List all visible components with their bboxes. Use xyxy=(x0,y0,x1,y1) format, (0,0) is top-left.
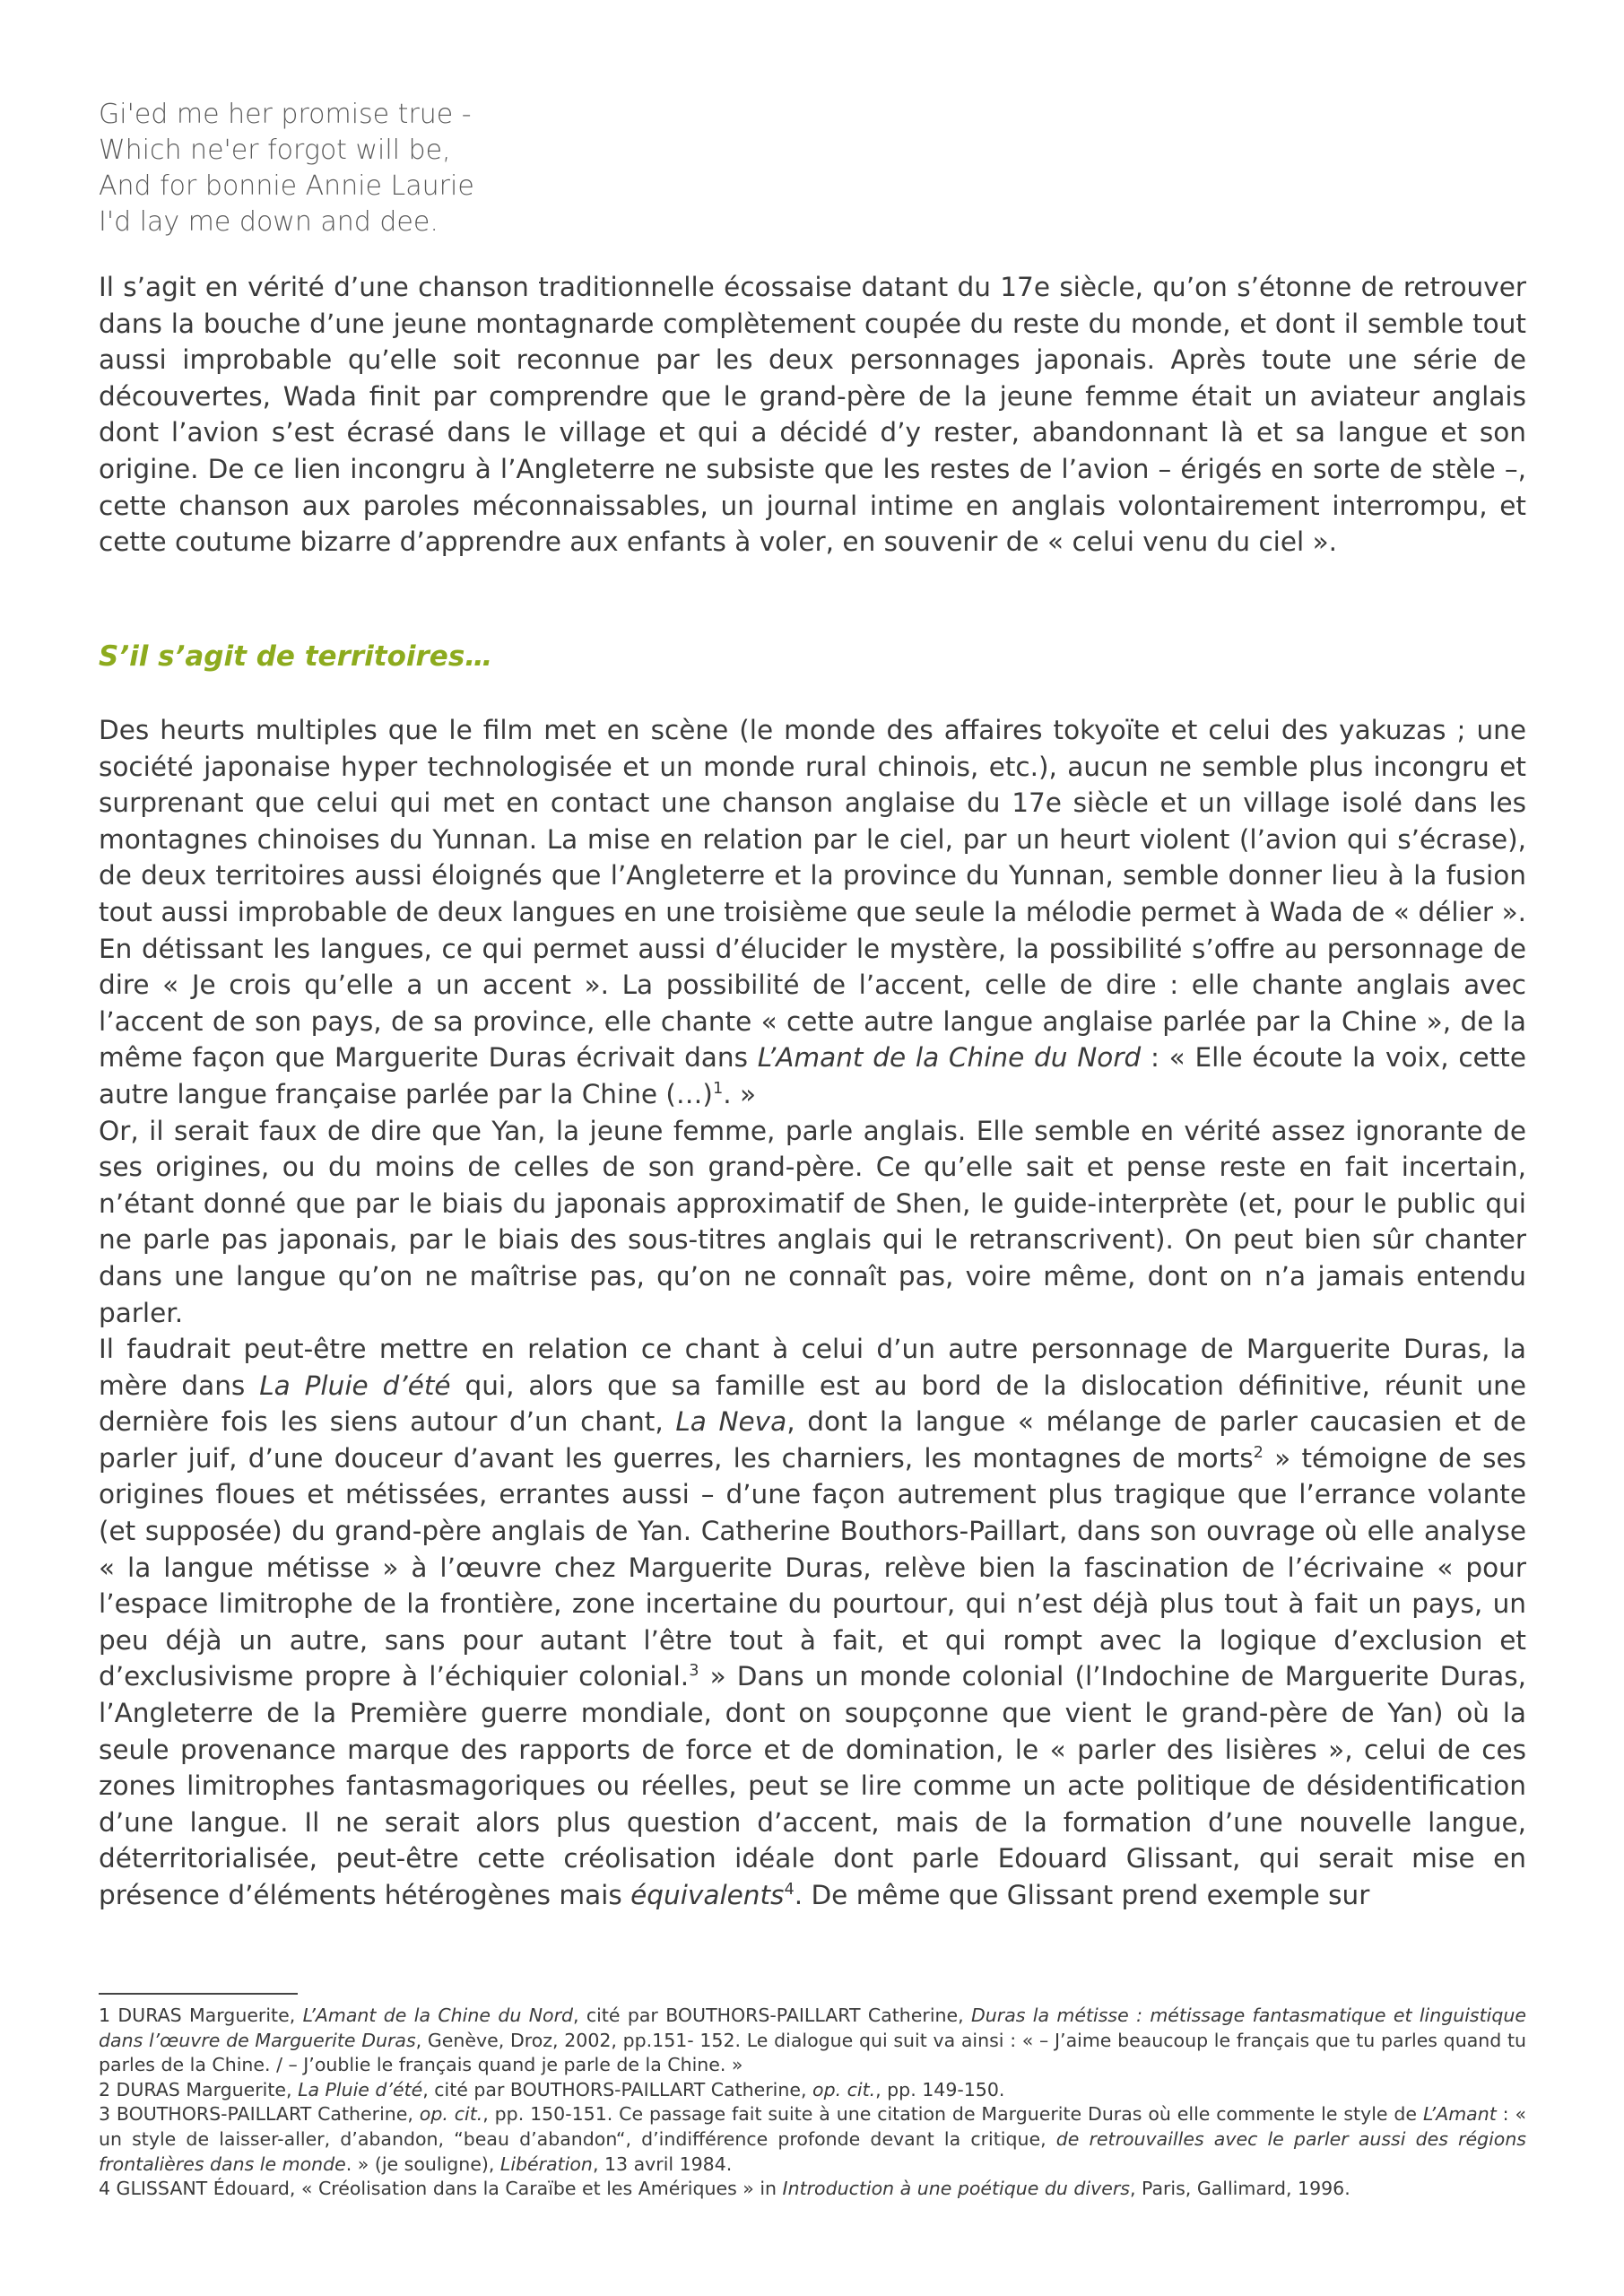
footnote-ref[interactable]: 2 xyxy=(1253,1444,1264,1463)
emphasis: équivalents xyxy=(630,1880,785,1910)
song-title: La Neva xyxy=(675,1406,787,1438)
book-title: L’Amant xyxy=(1422,2103,1497,2126)
poem-line: And for bonnie Annie Laurie xyxy=(99,170,474,202)
text-run: Il faudrait peut-être mettre en relation ce chant à celui d’un autre personnage de Marguerite Duras, la mère dans xyxy=(99,1334,1526,1401)
paragraph-duras xyxy=(99,1331,1526,1914)
footnote-1 xyxy=(99,2004,1526,2078)
emphasis: de retrouvailles avec le parler aussi des régions frontalières dans le monde xyxy=(99,2127,1526,2175)
book-title: Duras la métisse : métissage fantasmatique et linguistique dans l’œuvre de Marguerite Duras xyxy=(99,2005,1526,2051)
footnote-ref[interactable]: 3 xyxy=(689,1662,699,1681)
newspaper-title: Libération xyxy=(499,2152,593,2175)
book-title: La Pluie d’été xyxy=(259,1370,451,1401)
text-run: 2 DURAS Marguerite, xyxy=(99,2078,299,2100)
text-run: . » (je souligne), xyxy=(345,2152,500,2175)
text-run: , pp. 149-150. xyxy=(875,2078,1005,2100)
body-text xyxy=(99,712,1526,1914)
book-title: L’Amant de la Chine du Nord xyxy=(757,1042,1142,1074)
text-run: , cité par BOUTHORS-PAILLART Catherine, xyxy=(422,2078,813,2100)
text-run: » Dans un monde colonial (l’Indochine de Marguerite Duras, l’Angleterre de la Première guerre mondiale, dont on soupçonne que vient le grand-père de Yan) où la seule provenance marque des rapports de force et de domination, le « parler des lisières », celui de ces zones limitrophes fantasmagoriques ou réelles, peut se lire comme un acte politique de désidentification d’une langue. Il ne serait alors plus question d’accent, mais de la formation d’une nouvelle langue, déterritorialisée, peut-être cette créolisation idéale dont parle Edouard Glissant, qui serait mise en présence d’éléments hétérogènes mais xyxy=(99,1661,1526,1910)
text-run: , Genève, Droz, 2002, pp.151- 152. Le dialogue qui suit va ainsi : « – J’aime beaucoup le français que tu parles quand tu parles de la Chine. / – J’oublie le français quand je parle de la Chine. » xyxy=(99,2029,1526,2076)
text-run: . » xyxy=(723,1078,757,1109)
text-run: 1 DURAS Marguerite, xyxy=(99,2005,303,2026)
text-run: , pp. 150-151. Ce passage fait suite à une citation de Marguerite Duras où elle commente le style de xyxy=(482,2103,1423,2126)
text-run: , dont la langue « mélange de parler caucasien et de parler juif, d’une douceur d’avant les guerres, les charniers, les montagnes de morts xyxy=(99,1406,1526,1474)
section-heading: S’il s’agit de territoires… xyxy=(99,640,493,673)
text-run: » témoigne de ses origines floues et métissées, errantes aussi – d’une façon autrement plus tragique que l’errance volante (et supposée) du grand-père anglais de Yan. Catherine Bouthors-Paillart, dans son ouvrage où elle analyse « la langue métisse » à l’œuvre chez Marguerite Duras, relève bien la fascination de l’écrivaine « pour l’espace limitrophe de la frontière, zone incertaine du pourtour, qui n’est déjà plus tout à fait un pays, un peu déjà un autre, sans pour autant l’être tout à fait, et qui rompt avec la logique d’exclusion et d’exclusivisme propre à l’échiquier colonial. xyxy=(99,1442,1526,1692)
footnote-ref[interactable]: 4 xyxy=(784,1881,795,1900)
footnote-divider xyxy=(99,1993,298,1995)
footnote-ref[interactable]: 1 xyxy=(712,1080,724,1099)
poem-line: Which ne'er forgot will be, xyxy=(99,135,451,166)
text-run: , 13 avril 1984. xyxy=(592,2152,733,2175)
footnotes xyxy=(99,2004,1526,2202)
footnote-3 xyxy=(99,2102,1526,2177)
text-run: , Paris, Gallimard, 1996. xyxy=(1129,2178,1350,2200)
poem-line: Gi'ed me her promise true - xyxy=(99,99,472,130)
text-run: 3 BOUTHORS-PAILLART Catherine, xyxy=(99,2103,420,2126)
poem-stanza xyxy=(99,97,906,240)
emphasis: op. cit. xyxy=(812,2078,876,2100)
text-run: qui, alors que sa famille est au bord de la dislocation définitive, réunit une dernière fois les siens autour d’un chant, xyxy=(99,1370,1527,1438)
emphasis: op. cit. xyxy=(419,2103,483,2126)
text-run: : « un style de laisser-aller, d’abandon, “beau d’abandon“, d’indifférence profonde devant la critique, xyxy=(99,2103,1527,2150)
book-title: La Pluie d’été xyxy=(298,2078,423,2100)
text-run: 4 GLISSANT Édouard, « Créolisation dans la Caraïbe et les Amériques » in xyxy=(99,2178,783,2200)
paragraph-text: Il s’agit en vérité d’une chanson traditionnelle écossaise datant du 17e siècle, qu’on s’étonne de retrouver dans la bouche d’une jeune montagnarde complètement coupée du reste du monde, et dont il semble tout aussi improbable qu’elle soit reconnue par les deux personnages japonais. Après toute une série de découvertes, Wada finit par comprendre que le grand-père de la jeune femme était un aviateur anglais dont l’avion s’est écrasé dans le village et qui a décidé d’y rester, abandonnant là et sa langue et son origine. De ce lien incongru à l’Angleterre ne subsiste que les restes de l’avion – érigés en sorte de stèle –, cette chanson aux paroles méconnaissables, un journal intime en anglais volontairement interrompu, et cette coutume bizarre d’apprendre aux enfants à voler, en souvenir de « celui venu du ciel ». xyxy=(99,272,1526,558)
text-run: Des heurts multiples que le film met en scène (le monde des affaires tokyoïte et celui des yakuzas ; une société japonaise hyper technologisée et un monde rural chinois, etc.), aucun ne semble plus incongru et surprenant que celui qui met en contact une chanson anglaise du 17e siècle et un village isolé dans les montagnes chinoises du Yunnan. La mise en relation par le ciel, par un heurt violent (l’avion qui s’écrase), de deux territoires aussi éloignés que l’Angleterre et la province du Yunnan, semble donner lieu à la fusion tout aussi improbable de deux langues en une troisième que seule la mélodie permet à Wada de « délier ». En détissant les langues, ce qui permet aussi d’élucider le mystère, la possibilité s’offre au personnage de dire « Je crois qu’elle a un accent ». La possibilité de l’accent, celle de dire : elle chante anglais avec l’accent de son pays, de sa province, elle chante « cette autre langue anglaise parlée par la Chine », de la même façon que Marguerite Duras écrivait dans xyxy=(99,715,1526,1074)
text-run: : « Elle écoute la voix, cette autre langue française parlée par la Chine (…) xyxy=(99,1042,1526,1109)
book-title: L’Amant de la Chine du Nord xyxy=(302,2005,574,2026)
paragraph-yan: Or, il serait faux de dire que Yan, la jeune femme, parle anglais. Elle semble en vérité assez ignorante de ses origines, ou du moins de celles de son grand-père. Ce qu’elle sait et pense reste en fait incertain, n’étant donné que par le biais du japonais approximatif de Shen, le guide-interprète (et, pour le public qui ne parle pas japonais, par le biais des sous-titres anglais qui le retranscrivent). On peut bien sûr chanter dans une langue qu’on ne maîtrise pas, qu’on ne connaît pas, voire même, dont on n’a jamais entendu parler. xyxy=(99,1115,1526,1328)
text-run: . De même que Glissant prend exemple sur xyxy=(794,1880,1370,1910)
paragraph-intro xyxy=(99,269,1526,561)
footnote-4 xyxy=(99,2177,1526,2202)
book-title: Introduction à une poétique du divers xyxy=(782,2178,1130,2200)
poem-line: I'd lay me down and dee. xyxy=(99,206,439,238)
text-run: , cité par BOUTHORS-PAILLART Catherine, xyxy=(573,2005,971,2026)
paragraph-territoires xyxy=(99,712,1526,1113)
footnote-2 xyxy=(99,2078,1526,2103)
